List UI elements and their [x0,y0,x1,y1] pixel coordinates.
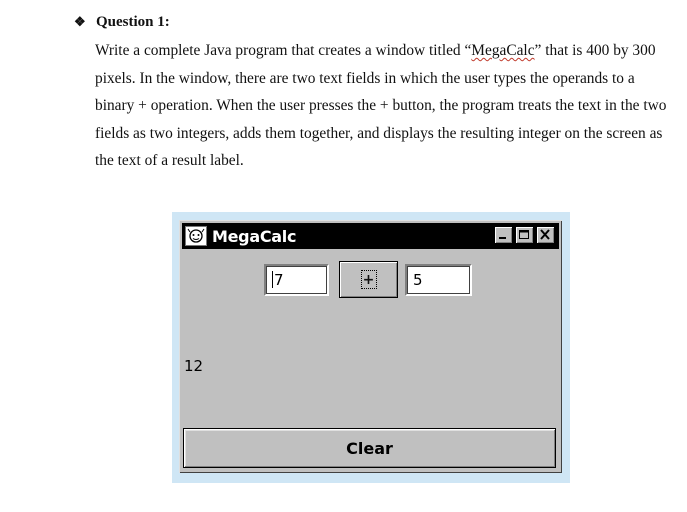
question-text [95,37,675,175]
right-operand-field[interactable] [405,264,472,296]
plus-button[interactable] [339,261,398,298]
question-title: Question 1: [96,13,170,30]
megacalc-window [179,220,562,473]
window-controls [494,226,555,244]
plus-button-label: + [362,271,375,288]
text-caret [272,271,273,288]
clear-button-label: Clear [346,438,393,458]
question-text-end: ” that is 400 by 300 pixels. In the window, there are two text fields in which the user types the operands to a binary + operation. When the user presses the + button, the program treats the text in the two fields as two integers, adds them together, and displays the resulting integer on the screen as the text of a result label. [95,42,667,169]
focus-rectangle [361,270,377,289]
close-icon[interactable] [536,226,555,244]
window-name-term: MegaCalc [471,42,535,59]
java-app-icon [185,226,207,246]
question-heading [74,11,170,33]
screenshot-frame [172,212,570,483]
maximize-icon[interactable] [515,226,534,244]
right-operand-value: 5 [413,271,423,289]
title-bar[interactable] [182,223,559,249]
window-title: MegaCalc [212,226,297,246]
left-operand-value: 7 [274,271,284,289]
diamond-bullet-icon: ❖ [74,14,86,29]
minimize-icon[interactable] [494,226,513,244]
clear-button[interactable] [183,428,556,468]
left-operand-field[interactable] [264,264,329,296]
result-label: 12 [184,357,204,375]
question-text-start: Write a complete Java program that creates a window titled “ [95,42,472,59]
